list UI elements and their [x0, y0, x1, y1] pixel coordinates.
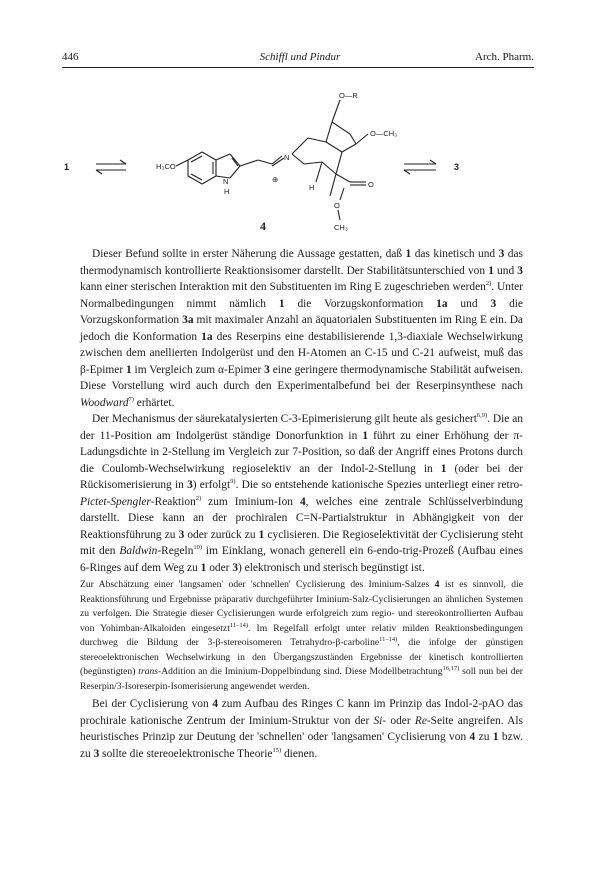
carbonyl-o-label: O [368, 180, 374, 189]
paragraph-p2: Der Mechanismus der säurekatalysierten C-3-Epimerisierung gilt heute als gesichert$^{6,9)}$. Die an der 11-Position am Indolgerüst ständige Donorfunktion in 1 führt zu einer Erhöhung der π-Ladungsdichte in 2-Stellung im Vergleich zur 7-Position, so daß der Angriff eines Protons durch die Coulomb-Wechselwirkung regioselektiv an der Indol-2-Stellung in 1 (oder bei der Rückisomerisierung in 3) erfolgt$^{9)}$. Die so entstehende kationische Spezies unterliegt einer retro-Pictet-Spengler-Reaktion$^{2)}$ zum Iminium-Ion 4, welches eine zentrale Schlüsselverbindung darstellt. Diese kann an der prochiralen C=N-Partialstruktur in Abhängigkeit von der Reaktionsführung zu 3 oder zurück zu 1 cyclisieren. Die Regioselektivität der Cyclisierung steht mit den Baldwin-Regeln$^{10)}$ im Einklang, wonach generell ein 6-endo-trig-Prozeß (Aufbau eines 6-Ringes auf dem Weg zu 1 oder 3) elektronisch und sterisch begünstigt ist. [80, 412, 524, 574]
ring-e-framework [292, 100, 356, 196]
running-title: Schiffl und Pindur [259, 51, 341, 63]
journal-name: Arch. Pharm. [475, 51, 534, 63]
header-rule [62, 67, 534, 68]
ester-o-label: O [334, 201, 340, 210]
ester-methyl-bond [338, 210, 340, 220]
methoxy-aryl-label: H₃CO [156, 162, 176, 171]
indole-n-label: N [223, 177, 229, 186]
equilibrium-arrow-left [96, 160, 126, 174]
intermediate-label-4: 4 [260, 219, 266, 233]
page-number: 446 [62, 51, 79, 63]
iminium-charge: ⊕ [272, 175, 279, 184]
paragraph-p4: Bei der Cyclisierung von 4 zum Aufbau des Ringes C kann im Prinzip das Indol-2-pAO das prochirale kationische Zentrum der Iminium-Struktur von der Si- oder Re-Seite angreifen. Als heuristisches Prinzip zur Deutung der 'schnellen' oder 'langsamen' Cyclisierung von 4 zu 1 bzw. zu 3 sollte die stereoelektronische Theorie$^{15)}$ dienen. [80, 698, 524, 760]
ester-methyl-label: CH₃ [334, 223, 348, 232]
ethyl-bridge-bond [258, 160, 272, 164]
indole-pyrrole-ring [216, 154, 240, 178]
r-group-label: O—R [339, 91, 358, 100]
ester-o-bond [340, 188, 344, 200]
paragraph-p1: Dieser Befund sollte in erster Näherung die Aussage gestatten, daß 1 das kinetisch und 3 das thermodynamisch kontrollierte Reaktionsisomer darstellt. Der Stabilitätsunterschied von 1 und 3 kann einer sterischen Interaktion mit den Substituenten im Ring E zugeschrieben werden$^{2)}$. Unter Normalbedingungen nimmt nämlich 1 die Vorzugskonformation 1a und 3 die Vorzugskonformation 3a mit maximaler Anzahl an äquatorialen Substituenten im Ring E ein. Da jedoch die Konformation 1a des Reserpins eine destabilisierende 1,3-diaxiale Wechselwirkung zwischen dem anellierten Indolgerüst und den H-Atomen an C-15 und C-21 aufweist, muß das β-Epimer 1 im Vergleich zum α-Epimer 3 eine geringere thermodynamische Stabilität aufweisen. Diese Vorstellung wird auch durch den Experimentalbefund bei der Reserpinsynthese nach Woodward$^{7)}$ erhärtet. [80, 248, 523, 409]
iminium-n-label: N [284, 153, 290, 162]
h-atom-label: H [309, 183, 315, 192]
ether-bond [356, 134, 368, 144]
indole-h-label: H [224, 187, 230, 196]
body-text [80, 246, 523, 762]
equilibrium-arrow-right [404, 160, 436, 174]
aryl-ome-bond [176, 160, 188, 166]
chemical-structure-figure [60, 78, 540, 238]
methoxy-ether-label: O—CH₃ [370, 129, 398, 138]
compound-label-3: 3 [454, 162, 460, 172]
ethyl-bridge-bond [240, 160, 258, 166]
paragraph-p3: Zur Abschätzung einer 'langsamen' oder 'schnellen' Cyclisierung des Iminium-Salzes 4 ist es sinnvoll, die Reaktionsführung und Ergebnisse präparativ durchgeführter Iminium-Salz-Cyclisierungen an ähnlichen Systemen zu verfolgen. Die Strategie dieser Cyclisierungen wurde erfolgreich zum regio- und stereokontrollierten Aufbau von Yohimban-Alkaloiden eingesetzt$^{11-14)}$. Im Regelfall erfolgt unter relativ milden Reaktionsbedingungen durchweg die Bildung der 3-β-stereoisomeren Tetrahydro-β-carboline$^{11-14)}$, die infolge der günstigen stereoelektronischen Wechselwirkung in den Übergangszuständen Ergebnisse der kinetisch kontrollierten (begünstigten) trans-Addition an die Iminium-Doppelbindung sind. Diese Modellbetrachtung$^{16,17)}$ soll nun bei der Reserpin/3-Isoreserpin-Isomerisierung angewendet werden. [80, 579, 524, 692]
indole-benzene-ring [188, 152, 216, 184]
compound-label-1: 1 [64, 162, 70, 172]
